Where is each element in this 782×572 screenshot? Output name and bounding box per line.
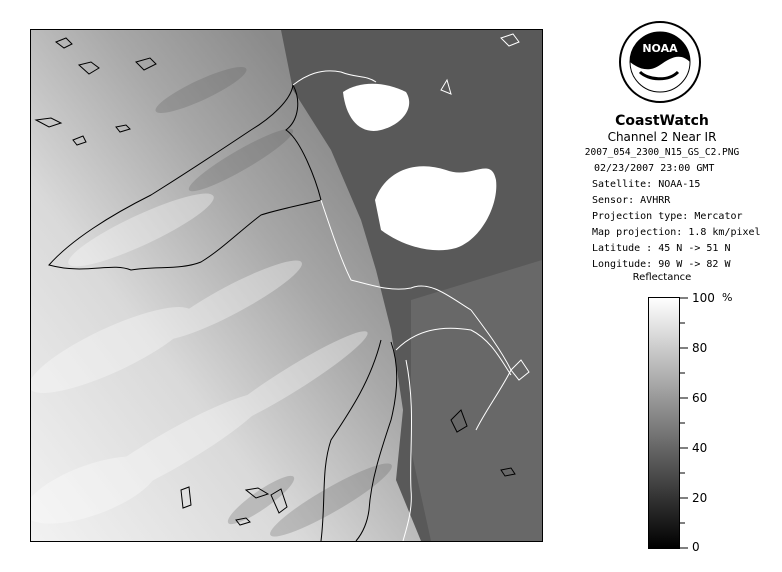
reflectance-colorbar (648, 297, 680, 549)
channel-label: Channel 2 Near IR (607, 130, 717, 144)
tick-label-60: 60 (692, 391, 708, 405)
noaa-logo (618, 20, 702, 104)
product-title: CoastWatch (615, 113, 709, 129)
tick-label-100: 100 (692, 291, 715, 305)
satellite-info: Satellite: NOAA-15 (592, 179, 701, 190)
datetime-label: 02/23/2007 23:00 GMT (594, 163, 715, 174)
legend-title: Reflectance (632, 272, 692, 283)
latitude-info: Latitude : 45 N -> 51 N (592, 243, 731, 254)
tick-label-80: 80 (692, 341, 708, 355)
legend-unit: % (722, 291, 733, 304)
sensor-info: Sensor: AVHRR (592, 195, 671, 206)
tick-label-40: 40 (692, 441, 708, 455)
satellite-image-map[interactable] (30, 29, 543, 542)
colorbar-ticks (680, 297, 690, 549)
tick-label-0: 0 (692, 540, 700, 554)
tick-label-20: 20 (692, 491, 708, 505)
map-projection-info: Map projection: 1.8 km/pixel (592, 227, 761, 238)
reflectance-image (31, 30, 542, 541)
noaa-logo-icon (618, 20, 702, 104)
projection-type-info: Projection type: Mercator (592, 211, 743, 222)
noaa-logo-text: NOAA (642, 42, 678, 55)
longitude-info: Longitude: 90 W -> 82 W (592, 259, 731, 270)
filename-label: 2007_054_2300_N15_GS_C2.PNG (584, 147, 740, 158)
